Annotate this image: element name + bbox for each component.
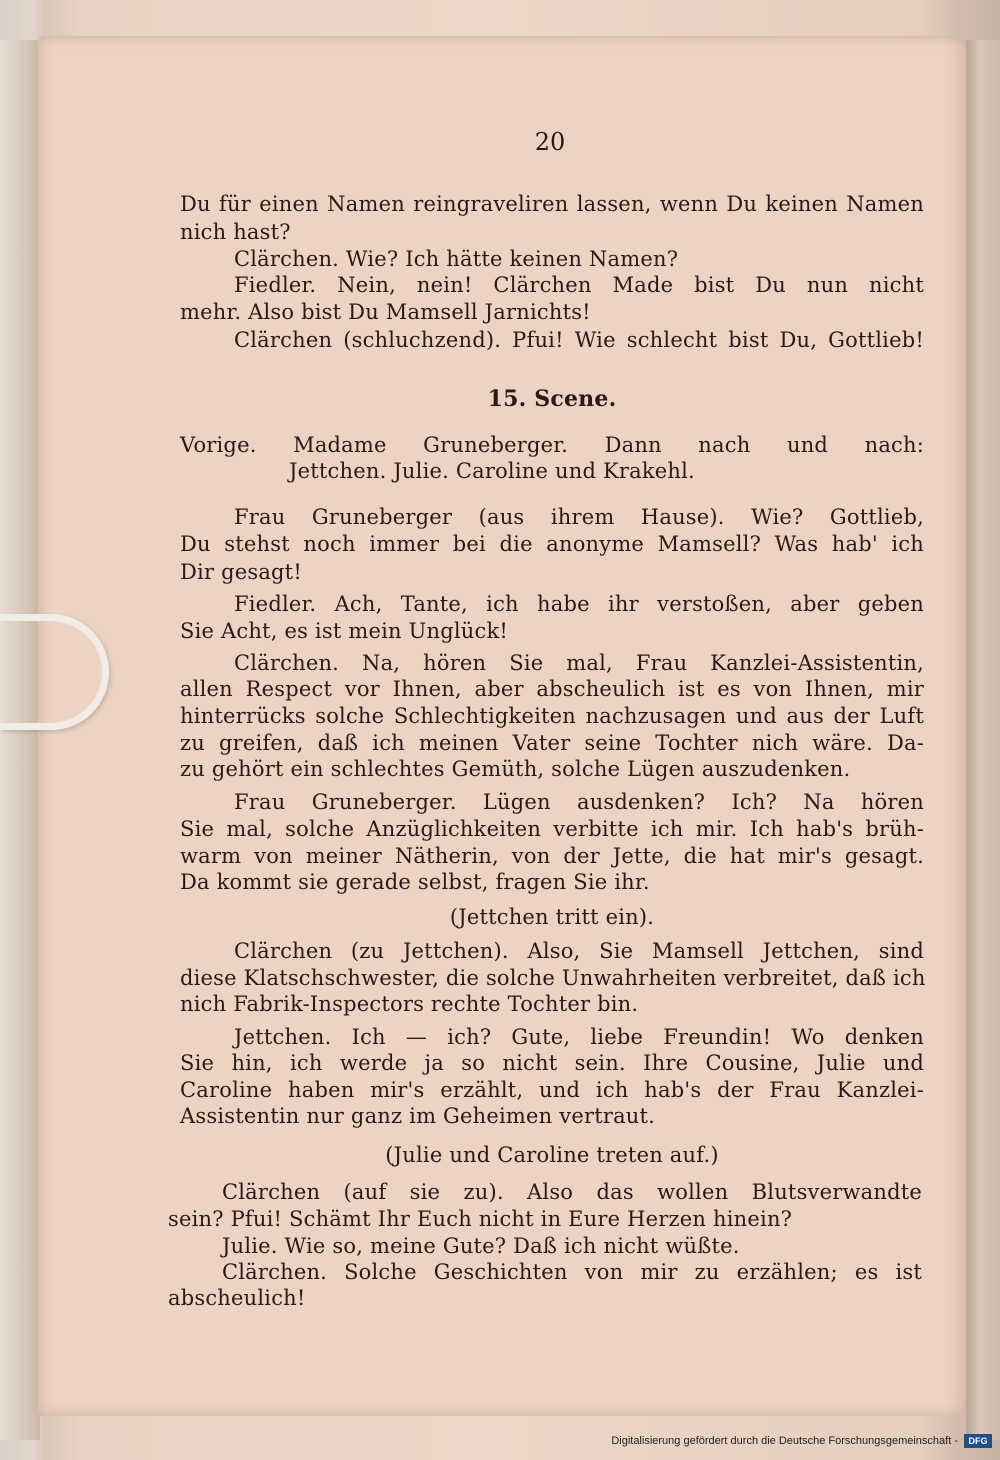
text-line: abscheulich! bbox=[168, 1286, 306, 1310]
text-line: Du für einen Namen reingraveliren lassen, wenn Du keinen Namen bbox=[180, 192, 924, 216]
text-line: Clärchen (schluchzend). Pfui! Wie schlecht bist Du, Gottlieb! bbox=[234, 328, 924, 352]
page-number: 20 bbox=[534, 128, 566, 156]
text-line: Frau Gruneberger (aus ihrem Hause). Wie? Gottlieb, bbox=[234, 505, 924, 529]
right-book-cover bbox=[966, 40, 1000, 1440]
text-line: nich Fabrik-Inspectors rechte Tochter bin. bbox=[180, 992, 639, 1016]
text-line: sein? Pfui! Schämt Ihr Euch nicht in Eure Herzen hinein? bbox=[168, 1207, 793, 1231]
left-page-edge bbox=[0, 40, 40, 1440]
text-line: allen Respect vor Ihnen, aber abscheulich ist es von Ihnen, mir bbox=[180, 677, 924, 701]
text-line: Fiedler. Nein, nein! Clärchen Made bist Du nun nicht bbox=[234, 273, 924, 297]
text-line: Clärchen (auf sie zu). Also das wollen Blutsverwandte bbox=[222, 1180, 922, 1204]
text-line: Jettchen. Ich — ich? Gute, liebe Freundin! Wo denken bbox=[234, 1025, 924, 1049]
text-line: Sie mal, solche Anzüglichkeiten verbitte ich mir. Ich hab's brüh- bbox=[180, 817, 924, 841]
text-line: Clärchen. Na, hören Sie mal, Frau Kanzlei-Assistentin, bbox=[234, 651, 924, 675]
text-line: Da kommt sie gerade selbst, fragen Sie ihr. bbox=[180, 870, 650, 894]
digitization-footer bbox=[611, 1430, 992, 1452]
dfg-logo: DFG bbox=[964, 1434, 992, 1448]
text-line: Julie. Wie so, meine Gute? Daß ich nicht wüßte. bbox=[222, 1234, 740, 1258]
text-line: Sie Acht, es ist mein Unglück! bbox=[180, 619, 509, 643]
text-line: Dir gesagt! bbox=[180, 560, 302, 584]
text-line: Du stehst noch immer bei die anonyme Mamsell? Was hab' ich bbox=[180, 532, 924, 556]
text-line: zu gehört ein schlechtes Gemüth, solche Lügen auszudenken. bbox=[180, 757, 851, 781]
stage-direction: (Julie und Caroline treten auf.) bbox=[385, 1143, 719, 1167]
stage-direction: (Jettchen tritt ein). bbox=[449, 905, 655, 929]
text-line: Sie hin, ich werde ja so nicht sein. Ihre Cousine, Julie und bbox=[180, 1051, 924, 1075]
text-line: Jettchen. Julie. Caroline und Krakehl. bbox=[289, 459, 695, 483]
text-line: Fiedler. Ach, Tante, ich habe ihr verstoßen, aber geben bbox=[234, 592, 924, 616]
text-line: Assistentin nur ganz im Geheimen vertraut. bbox=[180, 1104, 656, 1128]
text-line: hinterrücks solche Schlechtigkeiten nachzusagen und aus der Luft bbox=[180, 704, 924, 728]
text-line: Frau Gruneberger. Lügen ausdenken? Ich? Na hören bbox=[234, 790, 924, 814]
text-line: Clärchen. Wie? Ich hätte keinen Namen? bbox=[234, 247, 679, 271]
text-line: zu greifen, daß ich meinen Vater seine Tochter nich wäre. Da- bbox=[180, 731, 924, 755]
text-line: Clärchen. Solche Geschichten von mir zu erzählen; es ist bbox=[222, 1260, 922, 1284]
text-line: Clärchen (zu Jettchen). Also, Sie Mamsell Jettchen, sind bbox=[234, 939, 924, 963]
footer-credit: Digitalisierung gefördert durch die Deutsche Forschungsgemeinschaft - bbox=[611, 1435, 958, 1447]
text-line: Caroline haben mir's erzählt, und ich hab's der Frau Kanzlei- bbox=[180, 1078, 924, 1102]
text-line: nich hast? bbox=[180, 220, 291, 244]
text-line: mehr. Also bist Du Mamsell Jarnichts! bbox=[180, 300, 591, 324]
scene-heading: 15. Scene. bbox=[487, 386, 617, 412]
text-line: diese Klatschschwester, die solche Unwahrheiten verbreitet, daß ich bbox=[180, 966, 926, 990]
text-line: warm von meiner Nätherin, von der Jette, die hat mir's gesagt. bbox=[180, 844, 924, 868]
text-line: Vorige. Madame Gruneberger. Dann nach und nach: bbox=[180, 433, 924, 457]
